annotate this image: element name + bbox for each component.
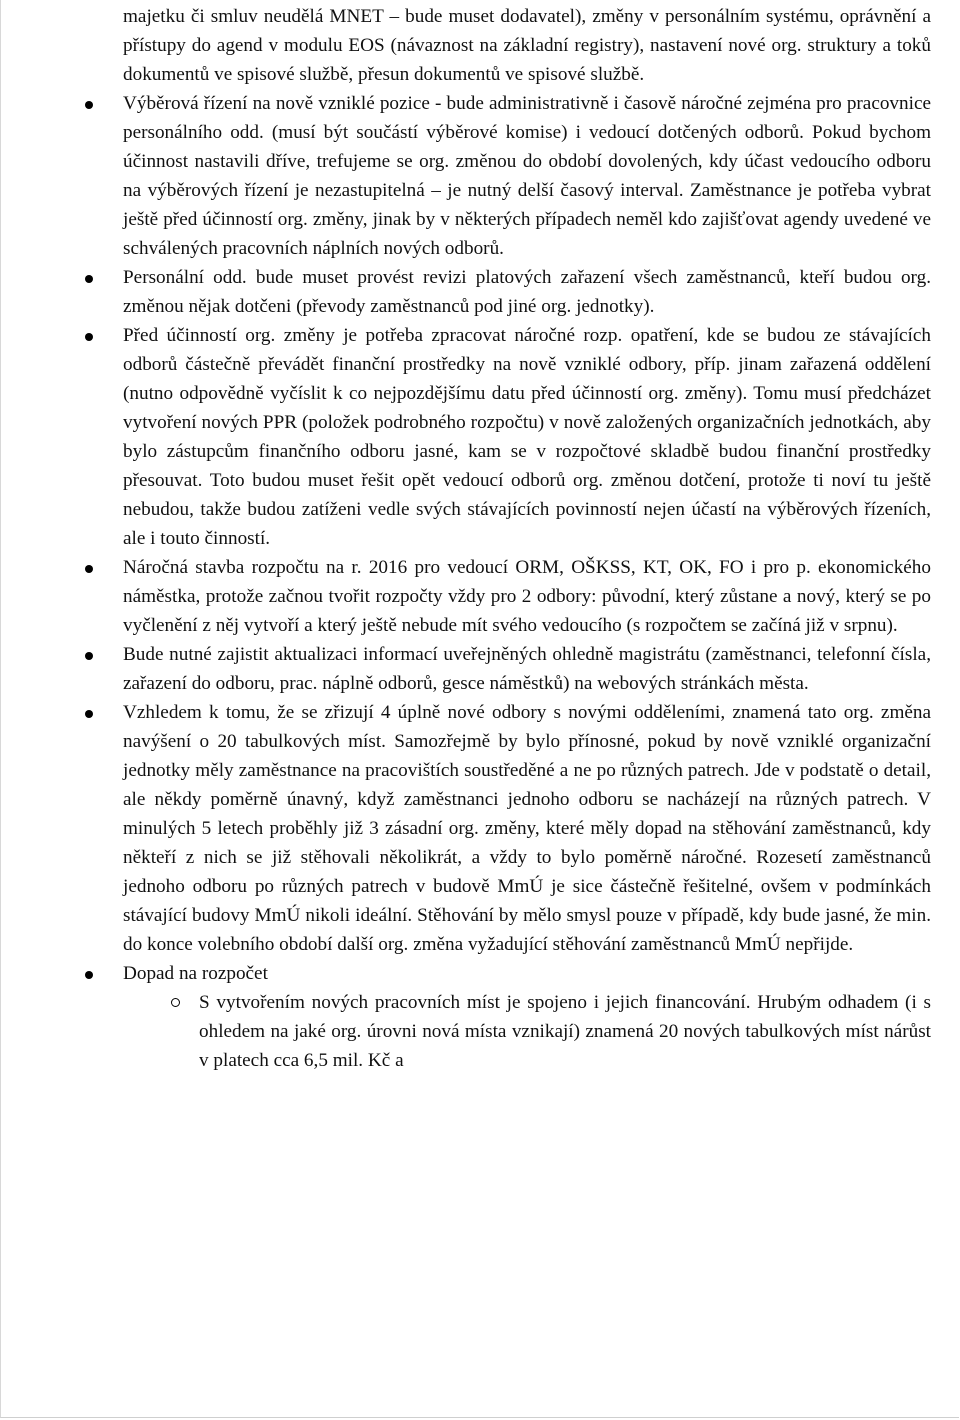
bullet-icon [85, 971, 93, 979]
sub-list-item-text: S vytvořením nových pracovních míst je spojeno i jejich financování. Hrubým odhadem (i s ohledem na jaké org. úrovni nová místa vznikají) znamená 20 nových tabulkových míst nárůst v platech cca 6,5 mil. Kč a [199, 992, 931, 1071]
document-body [123, 2, 931, 1075]
sub-list-item [199, 988, 931, 1075]
list-item-text: Náročná stavba rozpočtu na r. 2016 pro vedoucí ORM, OŠKSS, KT, OK, FO i pro p. ekonomického náměstka, protože začnou tvořit rozpočty vždy pro 2 odbory: původní, který zůstane a nový, který se po vyčlenění z něj vytvoří a který ještě nebude mít svého vedoucího (s rozpočtem se začíná již v srpnu). [123, 557, 931, 636]
intro-paragraph: majetku či smluv neudělá MNET – bude muset dodavatel), změny v personálním systému, oprávnění a přístupy do agend v modulu EOS (návaznost na základní registry), nastavení nové org. struktury a toků dokumentů ve spisové službě, přesun dokumentů ve spisové službě. [123, 6, 931, 85]
list-item [123, 263, 931, 321]
hollow-bullet-icon [171, 998, 180, 1007]
list-item [123, 640, 931, 698]
list-item [123, 321, 931, 553]
bullet-list [123, 89, 931, 1075]
list-item-text: Před účinností org. změny je potřeba zpracovat náročné rozp. opatření, kde se budou ze stávajících odborů částečně převádět finanční prostředky na nově vzniklé odbory, příp. jinam zařazená oddělení (nutno odpovědně vyčíslit k co nejpozdějšímu datu před účinností org. změny). Tomu musí předcházet vytvoření nových PPR (položek podrobného rozpočtu) v nově založených organizačních jednotkách, aby bylo zástupcům finančního odboru jasné, kam se v rozpočtové skladbě budou finanční prostředky přesouvat. Toto budou muset řešit opět vedoucí odborů org. změnou dotčení, protože ti noví tu ještě nebudou, takže budou zatíženi vedle svých stávajících povinností nejen účastí na výběrových řízeních, ale i touto činností. [123, 325, 931, 549]
list-item-text: Dopad na rozpočet [123, 963, 268, 984]
list-item [123, 89, 931, 263]
bullet-icon [85, 710, 93, 718]
list-item-text: Výběrová řízení na nově vzniklé pozice - bude administrativně i časově náročné zejména pro pracovnice personálního odd. (musí být součástí výběrové komise) i vedoucí dotčených odborů. Pokud bychom účinnost nastavili dříve, trefujeme se org. změnou do období dovolených, kdy účast vedoucího odboru na výběrových řízení je nezastupitelná – je nutný delší časový interval. Zaměstnance je potřeba vybrat ještě před účinností org. změny, jinak by v některých případech neměl kdo zajišťovat agendy uvedené ve schválených pracovních náplních nových odborů. [123, 93, 931, 259]
list-item [123, 553, 931, 640]
list-item [123, 959, 931, 1075]
list-item-text: Personální odd. bude muset provést revizi platových zařazení všech zaměstnanců, kteří budou org. změnou nějak dotčeni (převody zaměstnanců pod jiné org. jednotky). [123, 267, 931, 317]
list-item-text: Vzhledem k tomu, že se zřizují 4 úplně nové odbory s novými odděleními, znamená tato org. změna navýšení o 20 tabulkových míst. Samozřejmě by bylo přínosné, pokud by nově vzniklé organizační jednotky měly zaměstnance na pracovištích soustředěné a ne po různých patrech. Jde v podstatě o detail, ale někdy poměrně únavný, když zaměstnanci jednoho odboru se nacházejí na různých patrech. V minulých 5 letech proběhly již 3 zásadní org. změny, které měly dopad na stěhování zaměstnanců, kdy někteří z nich se již stěhovali několikrát, a vždy to bylo poměrně náročné. Rozesetí zaměstnanců jednoho odboru po různých patrech v budově MmÚ je sice částečně řešitelné, ovšem v podmínkách stávající budovy MmÚ nikoli ideální. Stěhování by mělo smysl pouze v případě, kdy bude jasné, že min. do konce volebního období další org. změna vyžadující stěhování zaměstnanců MmÚ nepřijde. [123, 702, 931, 955]
list-item-text: Bude nutné zajistit aktualizaci informací uveřejněných ohledně magistrátu (zaměstnanci, telefonní čísla, zařazení do odboru, prac. náplně odborů, gesce náměstků) na webových stránkách města. [123, 644, 931, 694]
list-item [123, 698, 931, 959]
bullet-icon [85, 652, 93, 660]
sub-bullet-list [123, 988, 931, 1075]
bullet-icon [85, 275, 93, 283]
bullet-icon [85, 101, 93, 109]
bullet-icon [85, 565, 93, 573]
bullet-icon [85, 333, 93, 341]
